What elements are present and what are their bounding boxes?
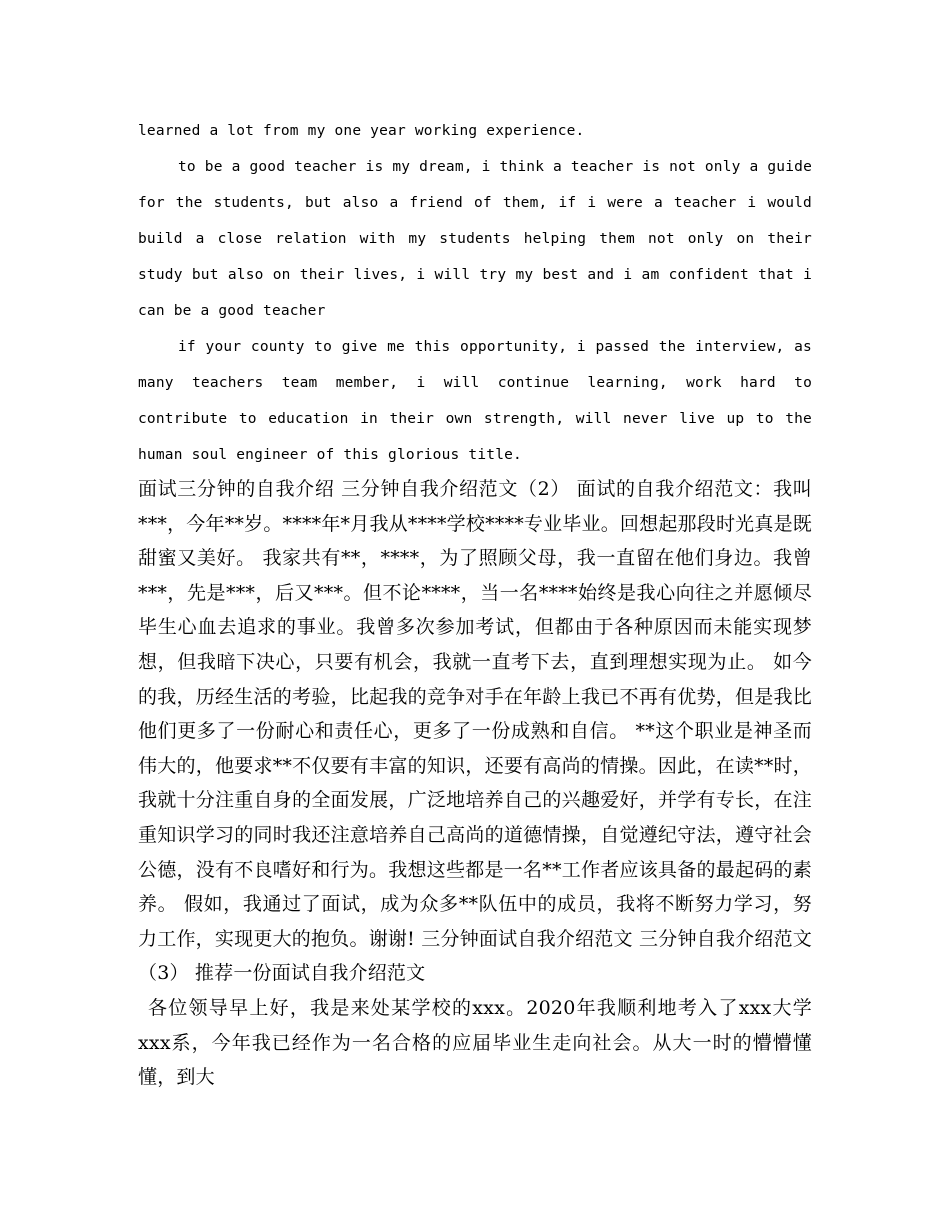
paragraph-english-1: learned a lot from my one year working experience. [138, 123, 585, 139]
paragraph-chinese-2: 各位领导早上好，我是来处某学校的xxx。2020年我顺利地考入了xxx大学xxx系，今年我已经作为一名合格的应届毕业生走向社会。从大一时的懵懵懂懂，到大 [138, 996, 812, 1089]
paragraph-english-3: if your county to give me this opportunity, i passed the interview, as many teachers team member, i will continue learning, work hard to contribute to education in their own strength, will never live up to the human soul engineer of this glorious title. [138, 339, 812, 463]
document-body [138, 113, 812, 1095]
paragraph-chinese-1: 面试三分钟的自我介绍 三分钟自我介绍范文（2） 面试的自我介绍范文：我叫***，今年**岁。****年*月我从****学校****专业毕业。回想起那段时光真是既甜蜜又美好。 我家共有**，****，为了照顾父母，我一直留在他们身边。我曾***，先是***，后又***。但不论****，当一名****始终是我心向往之并愿倾尽毕生心血去追求的事业。我曾多次参加考试，但都由于各种原因而未能实现梦想，但我暗下决心，只要有机会，我就一直考下去，直到理想实现为止。 如今的我，历经生活的考验，比起我的竞争对手在年龄上我已不再有优势，但是我比他们更多了一份耐心和责任心，更多了一份成熟和自信。 **这个职业是神圣而伟大的，他要求**不仅要有丰富的知识，还要有高尚的情操。因此，在读**时，我就十分注重自身的全面发展，广泛地培养自己的兴趣爱好，并学有专长，在注重知识学习的同时我还注意培养自己高尚的道德情操，自觉遵纪守法，遵守社会公德，没有不良嗜好和行为。我想这些都是一名**工作者应该具备的最起码的素养。 假如，我通过了面试，成为众多**队伍中的成员，我将不断努力学习，努力工作，实现更大的抱负。谢谢! 三分钟面试自我介绍范文 三分钟自我介绍范文（3） 推荐一份面试自我介绍范文 [138, 478, 812, 985]
paragraph-english-2: to be a good teacher is my dream, i think a teacher is not only a guide for the students, but also a friend of them, if i were a teacher i would build a close relation with my students helping them not only on their study but also on their lives, i will try my best and i am confident that i can be a good teacher [138, 159, 813, 319]
